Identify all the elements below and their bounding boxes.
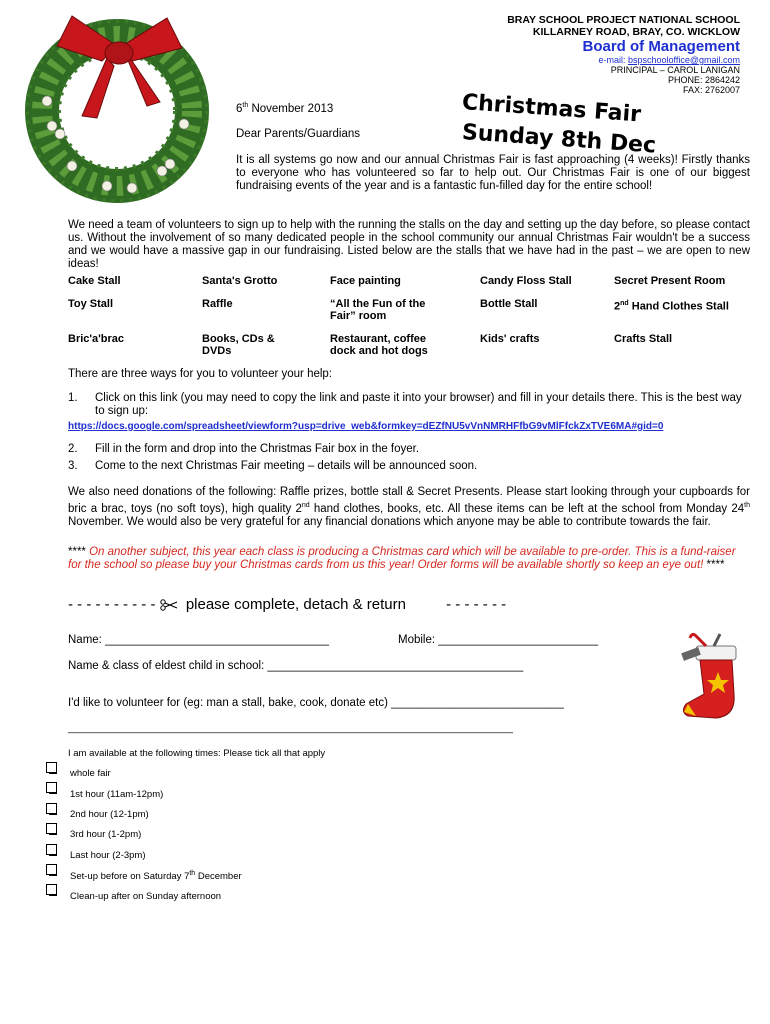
cards-paragraph: **** On another subject, this year each class is producing a Christmas card which will be available to pre-order. This is a fund-raiser for the school so please buy your Christmas cards from us this year! Order forms will be available shortly so keep an eye out! **** — [68, 546, 736, 571]
availability-intro: I am available at the following times: Please tick all that apply — [68, 748, 326, 759]
stall-cell: “All the Fun of the Fair” room — [330, 298, 426, 322]
phone-line: PHONE: 2864242 — [667, 75, 740, 85]
school-address: KILLARNEY ROAD, BRAY, CO. WICKLOW — [532, 26, 740, 38]
signup-link[interactable]: https://docs.google.com/spreadsheet/viewform?usp=drive_web&formkey=dEZfNU5vVnNMRHFfbG9vMlFfckZxTVE6MA#gid=0 — [68, 421, 664, 432]
stall-cell: Bric'a'brac — [68, 333, 124, 345]
fair-title-line2: Sunday 8th Dec — [461, 120, 657, 159]
dashes-left: - - - - - - - - - - — [68, 596, 156, 613]
option-setup: Set-up before on Saturday 7th December — [70, 870, 242, 883]
donations-paragraph: We also need donations of the following: Raffle prizes, bottle stall & Secret Presents. Please start looking through your cupboards for bric a brac, toys (no soft toys), high quality 2nd hand clothes, books, etc. All these items can be left at the school from Monday 24th November. We would also be very grateful for any financial donations which anyone may be able to contribute towards the fair. — [68, 486, 750, 528]
option-whole-fair: whole fair — [70, 768, 111, 779]
way-item-3: 3. Come to the next Christmas Fair meeting – details will be announced soon. — [68, 460, 478, 472]
stall-cell: Restaurant, coffee dock and hot dogs — [330, 333, 428, 357]
checkbox-icon[interactable] — [46, 803, 57, 814]
stall-cell: Santa's Grotto — [202, 275, 278, 287]
stall-cell: Face painting — [330, 275, 401, 287]
option-cleanup: Clean-up after on Sunday afternoon — [70, 891, 222, 902]
detach-label: please complete, detach & return — [185, 596, 406, 613]
stall-cell: Secret Present Room — [614, 275, 726, 287]
checkbox-icon[interactable] — [46, 864, 57, 875]
volunteers-paragraph: We need a team of volunteers to sign up to help with the running the stalls on the day and setting up the day before, so please contact us. Without the involvement of so many dedicated people in the school community our annual Christmas Fair wouldn't be a success and we would have a massive gap in our fundraising. Listed below are the stalls that we have had in the past – we are open to new ideas! — [68, 219, 750, 270]
stall-cell: Books, CDs & DVDs — [202, 333, 275, 357]
fair-title — [461, 88, 657, 159]
stall-cell: Bottle Stall — [480, 298, 538, 310]
mobile-field[interactable]: Mobile: _________________________ — [398, 634, 599, 646]
stall-cell: Candy Floss Stall — [480, 275, 572, 287]
intro-paragraph: It is all systems go now and our annual Christmas Fair is fast approaching (4 weeks)! Firstly thanks to everyone who has volunteered so far to help out. Our Christmas Fair is one of our biggest fundraising events of the year and is a fantastic fun-filled day for the entire school! — [236, 154, 750, 192]
name-field[interactable]: Name: ___________________________________ — [68, 634, 329, 646]
email-label: e-mail: — [598, 55, 628, 65]
fair-title-line1: Christmas Fair — [461, 90, 642, 128]
checkbox-icon[interactable] — [46, 884, 57, 895]
volunteer-for-field[interactable]: I'd like to volunteer for (eg: man a stall, bake, cook, donate etc) ___________________________ — [68, 697, 564, 709]
child-class-field[interactable]: Name & class of eldest child in school: ________________________________________ — [68, 660, 524, 672]
checkbox-icon[interactable] — [46, 762, 57, 773]
way-item-2: 2. Fill in the form and drop into the Christmas Fair box in the foyer. — [68, 443, 420, 455]
letter-date: 6th November 2013 — [236, 102, 334, 115]
checkbox-icon[interactable] — [46, 823, 57, 834]
stall-cell: Toy Stall — [68, 298, 114, 310]
principal-line: PRINCIPAL – CAROL LANIGAN — [610, 65, 740, 75]
wreath-image — [12, 6, 222, 206]
email-link[interactable]: bspschooloffice@gmail.com — [627, 55, 740, 65]
stocking-image — [676, 632, 758, 724]
stall-cell: Kids' crafts — [480, 333, 540, 345]
volunteer-extra-line[interactable]: ________________________________________________________________________________ — [68, 723, 513, 734]
board-title: Board of Management — [582, 38, 740, 55]
school-name — [507, 14, 740, 38]
stall-cell: Crafts Stall — [614, 333, 673, 345]
checkbox-icon[interactable] — [46, 782, 57, 793]
scissors-icon — [160, 599, 178, 611]
dashes-right: - - - - - - - — [446, 596, 507, 613]
detach-line — [68, 596, 750, 613]
checkbox-icon[interactable] — [46, 844, 57, 855]
fax-line: FAX: 2762007 — [682, 85, 740, 95]
option-3rd-hour: 3rd hour (1-2pm) — [70, 829, 142, 840]
option-2nd-hour: 2nd hour (12-1pm) — [70, 809, 149, 820]
ways-intro: There are three ways for you to volunteer your help: — [68, 368, 333, 380]
way-item-1: 1. Click on this link (you may need to copy the link and paste it into your browser) and fill in your details there. This is the best way to sign up: — [68, 392, 742, 417]
school-name-line1: BRAY SCHOOL PROJECT NATIONAL SCHOOL — [507, 14, 740, 26]
option-1st-hour: 1st hour (11am-12pm) — [70, 789, 164, 800]
stall-cell: 2nd Hand Clothes Stall — [614, 300, 729, 313]
stall-cell: Cake Stall — [68, 275, 121, 287]
stall-cell: Raffle — [202, 298, 233, 310]
salutation: Dear Parents/Guardians — [236, 128, 361, 140]
option-last-hour: Last hour (2-3pm) — [70, 850, 146, 861]
